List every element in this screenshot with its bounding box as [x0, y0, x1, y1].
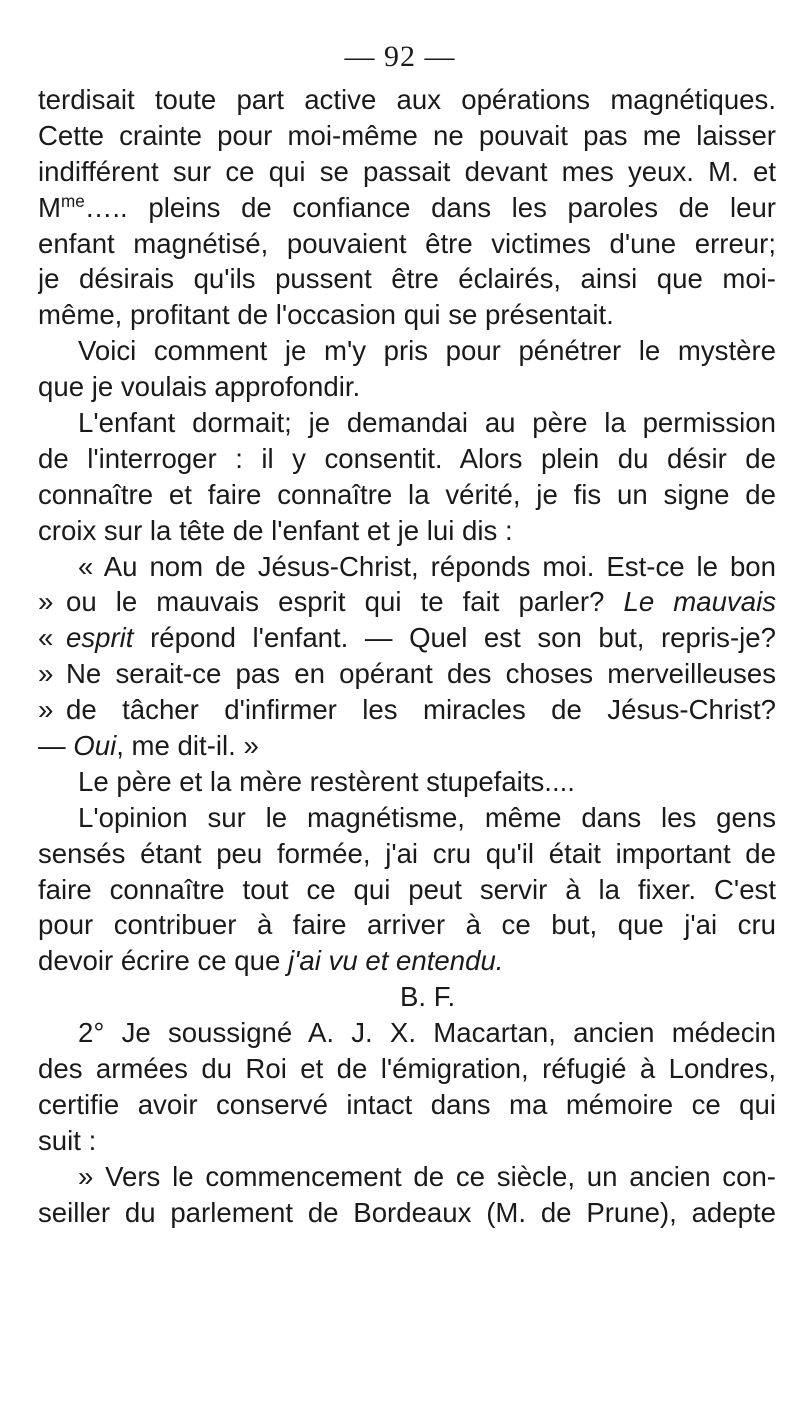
text-line: indifférent sur ce qui se passait devant mes yeux. M. et [38, 155, 776, 187]
ellipsis: ….. [84, 191, 128, 223]
text-line: sensés étant peu formée, j'ai cru qu'il était important de [38, 837, 776, 869]
text-line: faire connaître tout ce qui peut servir à la fixer. C'est [38, 873, 776, 905]
text-line: pour contribuer à faire arriver à ce but, que j'ai cru [38, 909, 776, 941]
text-line: L'enfant dormait; je demandai au père la permission [78, 407, 776, 439]
text-line: Cette crainte pour moi-même ne pouvait pas me laisser [38, 119, 776, 151]
text-line: même, profitant de l'occasion qui se présentait. [38, 299, 614, 331]
mme-abbrev [38, 192, 128, 223]
text-line: de l'interroger : il y consentit. Alors plein du désir de [38, 442, 776, 474]
text-line: connaître et faire connaître la vérité, je fis un signe de [38, 478, 776, 510]
page-number-header: — 92 — [344, 40, 456, 73]
text-fragment: Ne serait-ce pas en opérant des choses merveilleuses [66, 658, 776, 690]
mme-superscript: me [61, 191, 85, 211]
text-line [38, 692, 776, 728]
text-line [38, 190, 776, 226]
text-line: je désirais qu'ils pussent être éclairés, ainsi que moi- [38, 263, 776, 295]
text-line: que je voulais approfondir. [38, 371, 361, 403]
italic-fragment: esprit [66, 622, 134, 654]
quote-mark: » [38, 586, 54, 618]
text-line: seiller du parlement de Bordeaux (M. de Prune), adepte [38, 1196, 776, 1228]
quote-mark: « [38, 622, 54, 654]
text-line: » Vers le commencement de ce siècle, un ancien con- [78, 1160, 776, 1192]
italic-fragment: Le mauvais [623, 586, 776, 618]
text-line [38, 943, 776, 979]
quote-mark: » [38, 694, 54, 726]
dash: — [38, 730, 66, 762]
text-line: croix sur la tête de l'enfant et je lui dis : [38, 514, 513, 546]
text-line: enfant magnétisé, pouvaient être victimes d'une erreur; [38, 227, 776, 259]
text-fragment: devoir écrire ce que [38, 945, 281, 977]
quote-mark: » [38, 658, 54, 690]
text-line: certifie avoir conservé intact dans ma mémoire ce qui [38, 1088, 776, 1120]
text-fragment: répond l'enfant. — Quel est son but, repris-je? [150, 622, 776, 654]
text-line [38, 656, 776, 692]
italic-fragment: Oui [73, 730, 117, 762]
text-fragment: ou le mauvais esprit qui te fait parler? [66, 586, 605, 618]
text-line [38, 728, 776, 764]
text-fragment: pleins de confiance dans les paroles de leur [148, 191, 776, 223]
text-line: terdisait toute part active aux opérations magnétiques. [38, 84, 776, 115]
text-line: L'opinion sur le magnétisme, même dans les gens [78, 801, 776, 833]
text-line: des armées du Roi et de l'émigration, réfugié à Londres, [38, 1053, 776, 1085]
body-text [38, 82, 776, 1231]
text-line [38, 620, 776, 656]
text-line: suit : [38, 1124, 97, 1156]
text-line: Voici comment je m'y pris pour pénétrer le mystère [78, 335, 776, 367]
text-line: « Au nom de Jésus-Christ, réponds moi. Est-ce le bon [78, 550, 776, 582]
text-line: Le père et la mère restèrent stupefaits.... [78, 765, 575, 797]
italic-fragment: j'ai vu et entendu. [288, 945, 504, 977]
text-fragment: , me dit-il. » [116, 730, 259, 762]
mme-letter: M [38, 191, 61, 223]
signature-initials: B. F. [400, 981, 456, 1013]
text-line [38, 584, 776, 620]
text-fragment: de tâcher d'infirmer les miracles de Jésus-Christ? [66, 694, 776, 726]
text-line: 2° Je soussigné A. J. X. Macartan, ancien médecin [78, 1017, 776, 1049]
